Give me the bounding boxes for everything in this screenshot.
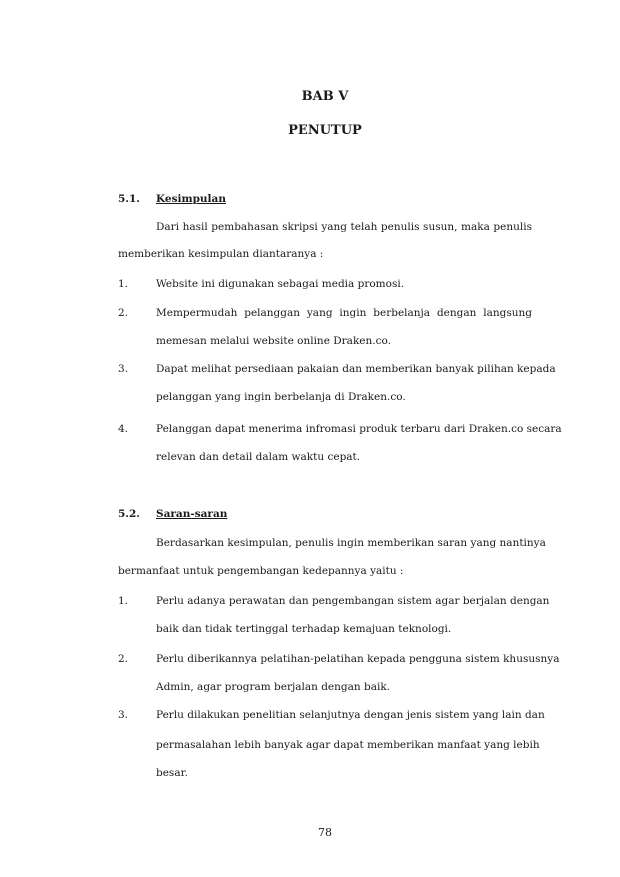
chapter-label: BAB V <box>301 89 349 104</box>
list-item-line: baik dan tidak tertinggal terhadap kemajuan teknologi. <box>156 623 452 635</box>
list-item-number: 1. <box>118 278 129 290</box>
list-item-line: Perlu diberikannya pelatihan-pelatihan kepada pengguna sistem khususnya <box>156 653 560 665</box>
paragraph-line: memberikan kesimpulan diantaranya : <box>118 248 324 260</box>
section-number: 5.2. <box>118 508 140 520</box>
list-item-line: Dapat melihat persediaan pakaian dan memberikan banyak pilihan kepada <box>156 363 556 375</box>
list-item-number: 1. <box>118 595 129 607</box>
list-item-line: Perlu adanya perawatan dan pengembangan sistem agar berjalan dengan <box>156 595 550 607</box>
list-item-number: 3. <box>118 709 129 721</box>
section-number: 5.1. <box>118 193 140 205</box>
list-item-number: 4. <box>118 423 129 435</box>
section-heading-saran <box>118 508 227 520</box>
list-item-line: besar. <box>156 767 188 779</box>
list-item-line: Admin, agar program berjalan dengan baik. <box>156 681 391 693</box>
paragraph-line: Dari hasil pembahasan skripsi yang telah penulis susun, maka penulis <box>156 221 532 233</box>
list-item-line: pelanggan yang ingin berbelanja di Draken.co. <box>156 391 406 403</box>
chapter-title: PENUTUP <box>288 123 362 138</box>
page-number: 78 <box>318 826 332 839</box>
list-item-line: relevan dan detail dalam waktu cepat. <box>156 451 361 463</box>
section-heading-kesimpulan <box>118 193 226 205</box>
list-item-line: permasalahan lebih banyak agar dapat memberikan manfaat yang lebih <box>156 739 540 751</box>
list-item-number: 2. <box>118 307 129 319</box>
list-item-line: memesan melalui website online Draken.co. <box>156 335 391 347</box>
list-item-line: Website ini digunakan sebagai media promosi. <box>156 278 405 290</box>
paragraph-line: Berdasarkan kesimpulan, penulis ingin memberikan saran yang nantinya <box>156 537 546 549</box>
list-item-number: 2. <box>118 653 129 665</box>
section-title: Kesimpulan <box>156 193 226 205</box>
section-title: Saran-saran <box>156 508 228 520</box>
list-item-line: Perlu dilakukan penelitian selanjutnya dengan jenis sistem yang lain dan <box>156 709 545 721</box>
list-item-line: Pelanggan dapat menerima infromasi produk terbaru dari Draken.co secara <box>156 423 562 435</box>
list-item-number: 3. <box>118 363 129 375</box>
list-item-line: Mempermudah pelanggan yang ingin berbelanja dengan langsung <box>156 307 532 319</box>
paragraph-line: bermanfaat untuk pengembangan kedepannya yaitu : <box>118 565 404 577</box>
